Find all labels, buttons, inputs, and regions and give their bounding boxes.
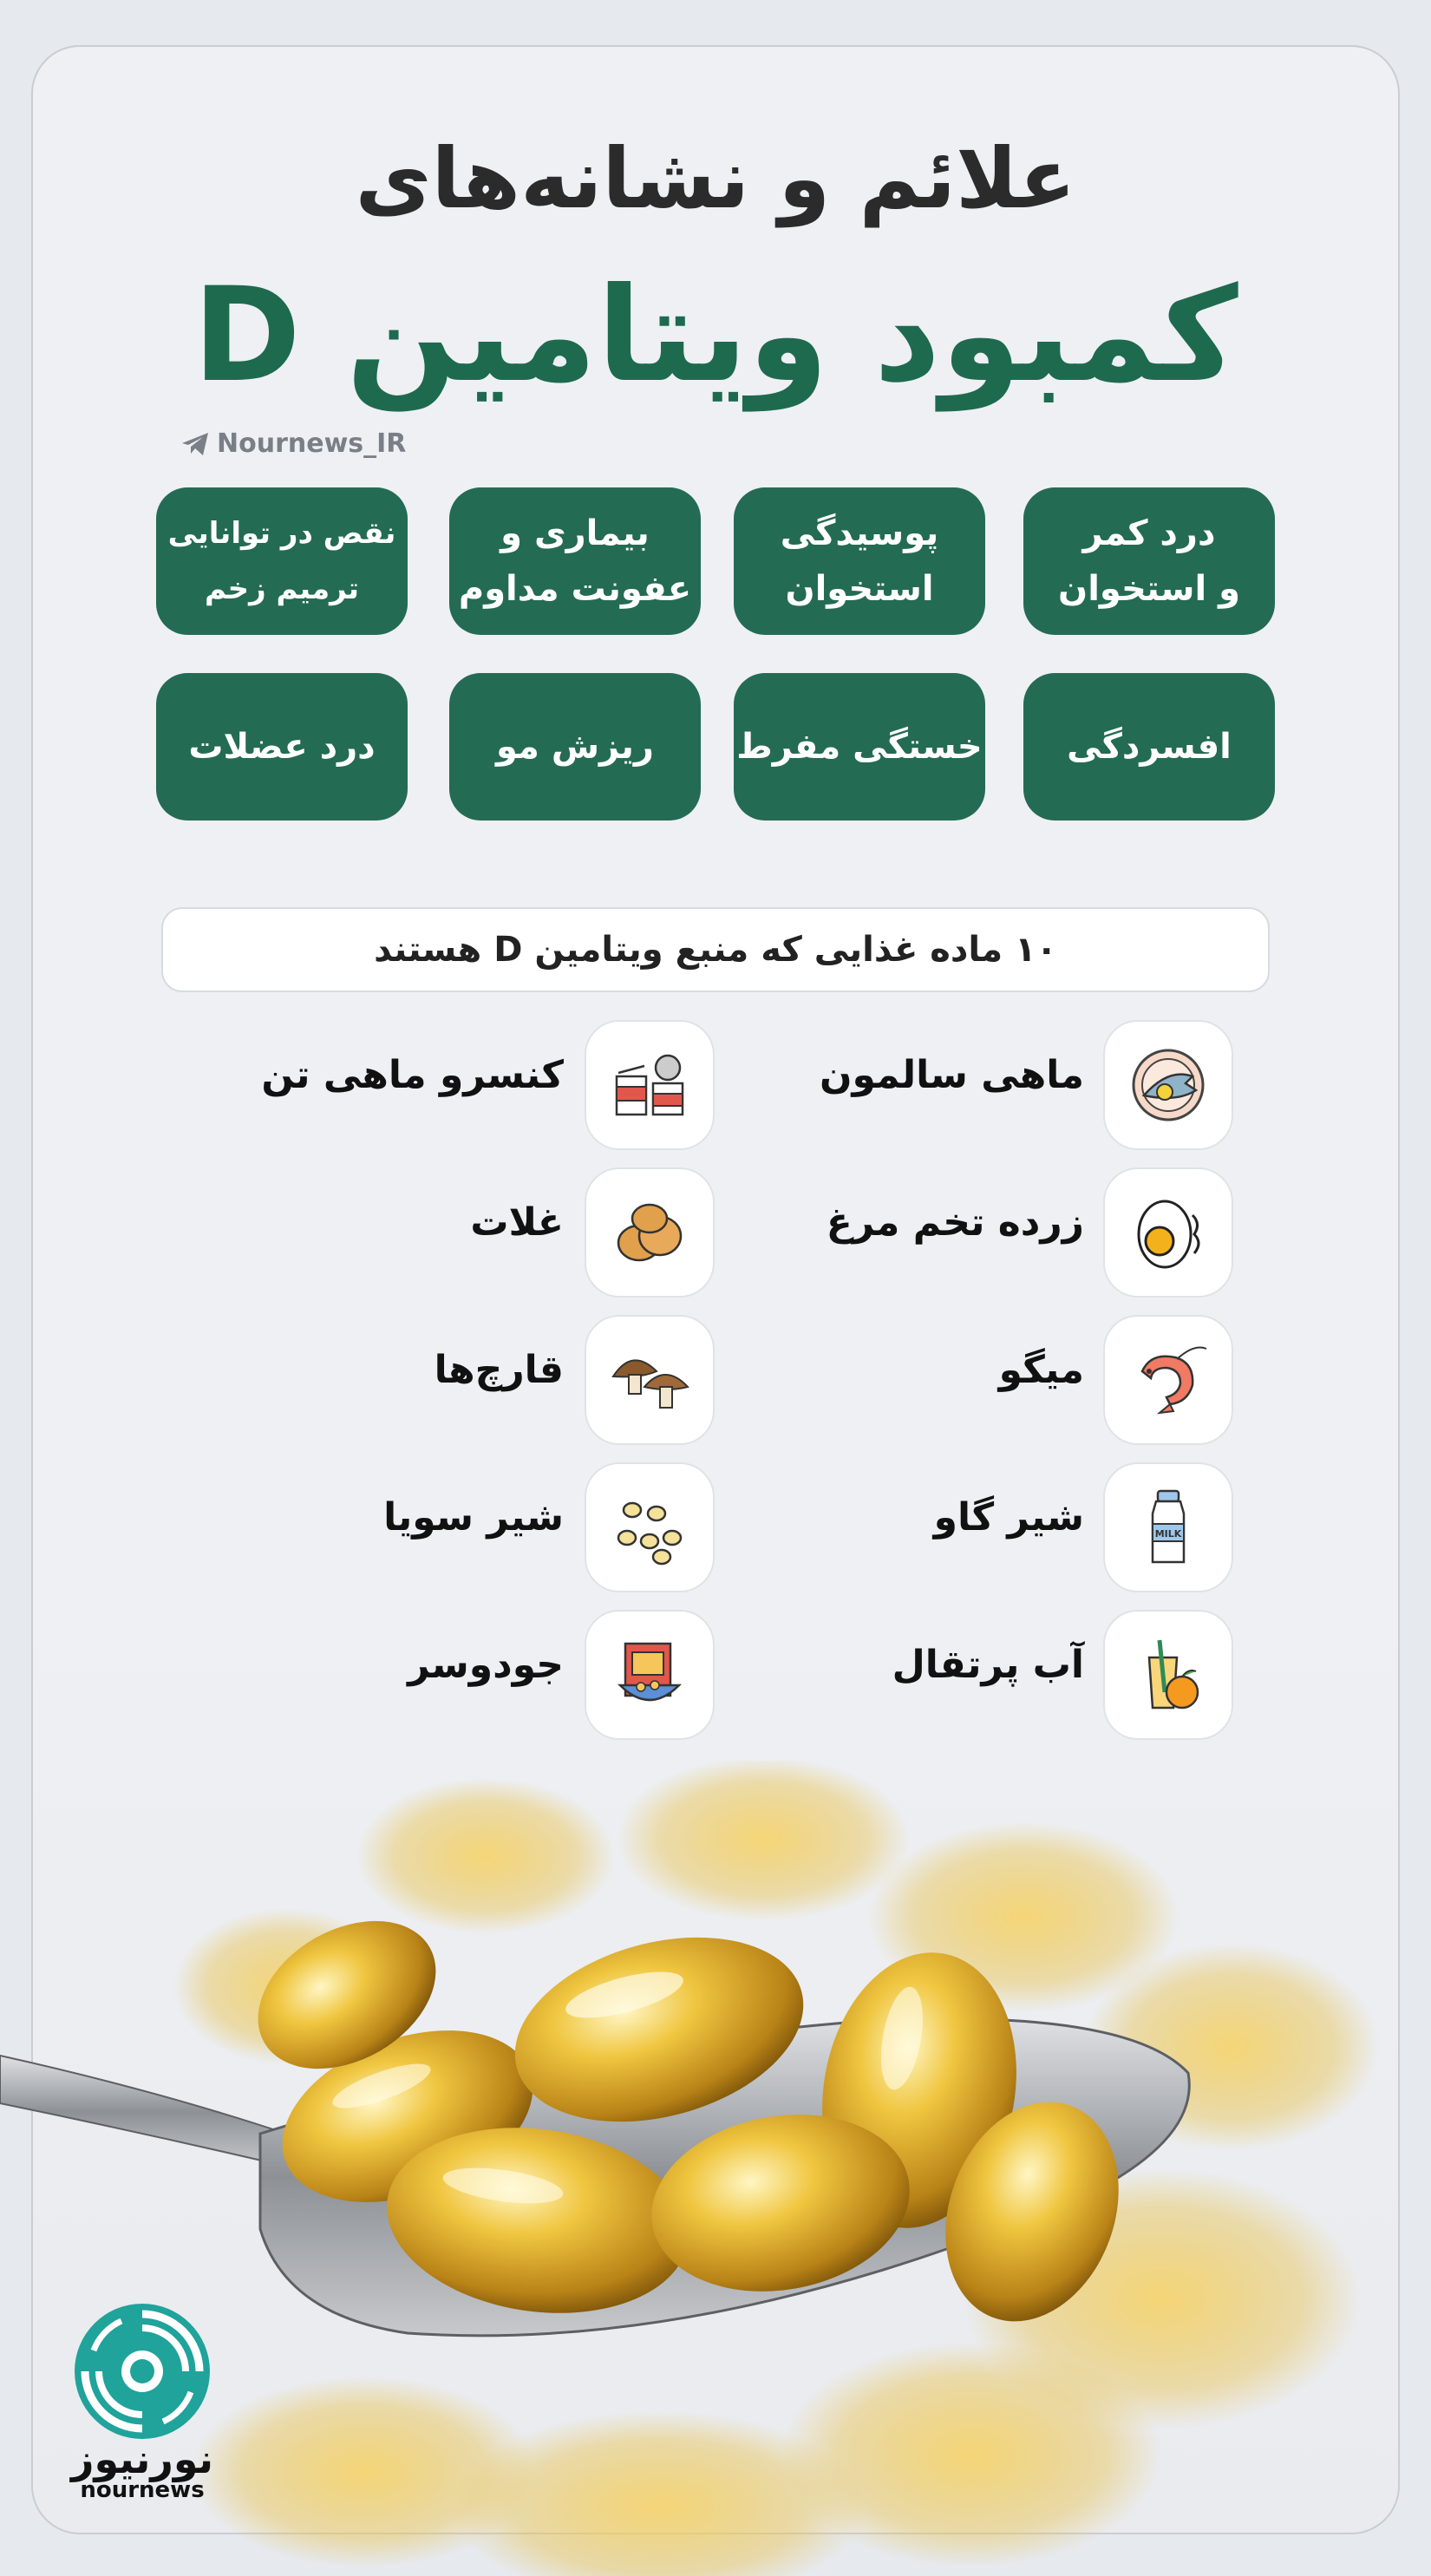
food-label-tuna: کنسرو ماهی تن [261, 1053, 564, 1097]
food-label-orange-juice: آب پرتقال [892, 1643, 1084, 1687]
mushroom-icon [585, 1315, 715, 1445]
food-label-grains: غلات [470, 1200, 564, 1245]
symptom-infection: بیماری و عفونت مداوم [449, 487, 701, 635]
soybean-icon [585, 1462, 715, 1592]
brand-name-fa: نورنیوز [71, 2435, 213, 2482]
symptom-bone-decay: پوسیدگی استخوان [734, 487, 985, 635]
food-label-salmon: ماهی سالمون [819, 1053, 1084, 1097]
egg-yolk-icon [1103, 1167, 1233, 1298]
milk-label-text: MILK [1154, 1528, 1182, 1540]
food-label-egg: زرده تخم مرغ [826, 1200, 1084, 1245]
orange-juice-icon [1103, 1610, 1233, 1740]
salmon-plate-icon [1103, 1020, 1233, 1150]
symptom-muscle-pain: درد عضلات [156, 673, 408, 821]
symptom-depression: افسردگی [1023, 673, 1275, 821]
food-label-mushrooms: قارچ‌ها [434, 1348, 564, 1392]
milk-bottle-icon [1103, 1462, 1233, 1592]
symptom-back-bone-pain: درد کمر و استخوان [1023, 487, 1275, 635]
nournews-logo-icon [69, 2298, 215, 2444]
food-label-cow-milk: شیر گاو [933, 1495, 1084, 1540]
foods-heading: ۱۰ ماده غذایی که منبع ویتامین D هستند [161, 907, 1270, 992]
symptom-fatigue: خستگی مفرط [734, 673, 985, 821]
tuna-can-icon [585, 1020, 715, 1150]
food-label-shrimp: میگو [998, 1348, 1084, 1392]
shrimp-icon [1103, 1315, 1233, 1445]
grains-icon [585, 1167, 715, 1298]
brand-name-en: nournews [80, 2477, 205, 2503]
telegram-icon [180, 431, 210, 457]
oat-cereal-icon [585, 1610, 715, 1740]
handle-text: Nournews_IR [217, 428, 407, 459]
food-label-oats: جودوسر [408, 1643, 564, 1687]
title-line-1: علائم و نشانه‌های [355, 130, 1076, 227]
food-label-soy-milk: شیر سویا [383, 1495, 564, 1540]
title-line-2: کمبود ویتامین D [193, 260, 1238, 411]
telegram-handle [180, 428, 406, 459]
symptom-hair-loss: ریزش مو [449, 673, 701, 821]
symptom-wound-healing: نقص در توانایی ترمیم زخم [156, 487, 408, 635]
